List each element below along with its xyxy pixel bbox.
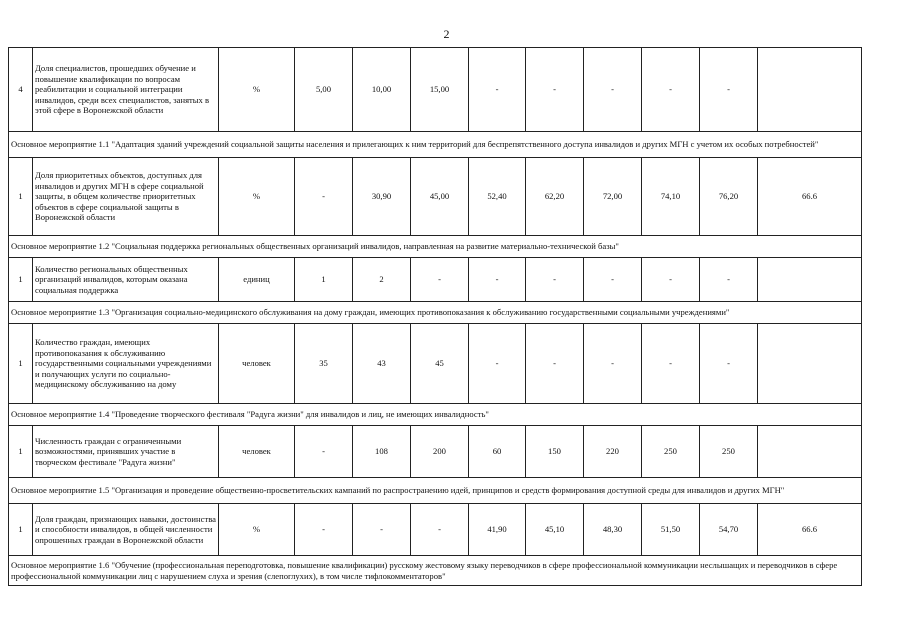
value-cell: 35: [295, 324, 353, 404]
table-row: [9, 426, 862, 478]
table-row: [9, 48, 862, 132]
value-cell: -: [642, 48, 700, 132]
indicator-name: Количество региональных общественных организаций инвалидов, которым оказана социальная поддержка: [33, 258, 219, 302]
row-number: 4: [9, 48, 33, 132]
value-cell: 48,30: [584, 504, 642, 556]
value-cell: 45,10: [526, 504, 584, 556]
indicator-name: Доля специалистов, прошедших обучение и повышение квалификации по вопросам реабилитации и социальной интеграции инвалидов, среди всех специалистов, занятых в этой сфере в Воронежской области: [33, 48, 219, 132]
value-cell: 250: [642, 426, 700, 478]
row-number: 1: [9, 158, 33, 236]
value-cell: -: [526, 324, 584, 404]
value-cell: [758, 426, 862, 478]
value-cell: -: [469, 324, 526, 404]
value-cell: 60: [469, 426, 526, 478]
value-cell: 45,00: [411, 158, 469, 236]
section-title: Основное мероприятие 1.2 "Социальная поддержка региональных общественных организаций инвалидов, направленная на развитие материально-технической базы": [9, 236, 862, 258]
section-row: [9, 404, 862, 426]
section-row: [9, 236, 862, 258]
table-row: [9, 158, 862, 236]
unit-cell: %: [219, 158, 295, 236]
row-number: 1: [9, 504, 33, 556]
unit-cell: единиц: [219, 258, 295, 302]
page-number: 2: [443, 27, 450, 41]
value-cell: 30,90: [353, 158, 411, 236]
value-cell: -: [411, 504, 469, 556]
value-cell: 10,00: [353, 48, 411, 132]
value-cell: 250: [700, 426, 758, 478]
value-cell: -: [469, 258, 526, 302]
value-cell: 66.6: [758, 504, 862, 556]
value-cell: 108: [353, 426, 411, 478]
section-row: [9, 132, 862, 158]
value-cell: -: [526, 258, 584, 302]
value-cell: 150: [526, 426, 584, 478]
value-cell: 72,00: [584, 158, 642, 236]
value-cell: -: [353, 504, 411, 556]
section-row: [9, 302, 862, 324]
value-cell: -: [584, 258, 642, 302]
value-cell: -: [295, 504, 353, 556]
value-cell: [758, 48, 862, 132]
value-cell: -: [642, 258, 700, 302]
table-row: [9, 258, 862, 302]
section-row: [9, 478, 862, 504]
table-row: [9, 504, 862, 556]
value-cell: 1: [295, 258, 353, 302]
value-cell: -: [700, 48, 758, 132]
value-cell: 52,40: [469, 158, 526, 236]
unit-cell: человек: [219, 324, 295, 404]
value-cell: 54,70: [700, 504, 758, 556]
value-cell: 62,20: [526, 158, 584, 236]
table-row: [9, 324, 862, 404]
value-cell: 45: [411, 324, 469, 404]
section-title: Основное мероприятие 1.3 "Организация социально-медицинского обслуживания на дому граждан, имеющих противопоказания к обслуживанию государственными социальными учреждениями": [9, 302, 862, 324]
section-title: Основное мероприятие 1.1 "Адаптация зданий учреждений социальной защиты населения и прилегающих к ним территорий для беспрепятственного доступа инвалидов и других МГН с учетом их особых потребностей": [9, 132, 862, 158]
unit-cell: %: [219, 48, 295, 132]
value-cell: -: [700, 324, 758, 404]
value-cell: 41,90: [469, 504, 526, 556]
value-cell: -: [526, 48, 584, 132]
value-cell: -: [411, 258, 469, 302]
value-cell: -: [469, 48, 526, 132]
value-cell: -: [642, 324, 700, 404]
value-cell: -: [584, 324, 642, 404]
row-number: 1: [9, 426, 33, 478]
row-number: 1: [9, 324, 33, 404]
value-cell: 43: [353, 324, 411, 404]
indicator-name: Численность граждан с ограниченными возможностями, принявших участие в творческом фестивале "Радуга жизни": [33, 426, 219, 478]
value-cell: [758, 324, 862, 404]
section-title: Основное мероприятие 1.5 "Организация и проведение общественно-просветительских кампаний по распространению идей, принципов и средств формирования доступной среды для инвалидов и других МГН": [9, 478, 862, 504]
value-cell: 15,00: [411, 48, 469, 132]
value-cell: 2: [353, 258, 411, 302]
indicator-name: Доля приоритетных объектов, доступных для инвалидов и других МГН в сфере социальной защиты, в общем количестве приоритетных объектов в сфере социальной защиты в Воронежской области: [33, 158, 219, 236]
section-title: Основное мероприятие 1.4 "Проведение творческого фестиваля "Радуга жизни" для инвалидов и лиц, не имеющих инвалидность": [9, 404, 862, 426]
value-cell: 200: [411, 426, 469, 478]
row-number: 1: [9, 258, 33, 302]
value-cell: 5,00: [295, 48, 353, 132]
value-cell: 51,50: [642, 504, 700, 556]
indicator-name: Количество граждан, имеющих противопоказания к обслуживанию государственными социальными учреждениями и получающих услуги по социально-медицинскому обслуживанию на дому: [33, 324, 219, 404]
unit-cell: человек: [219, 426, 295, 478]
value-cell: -: [295, 158, 353, 236]
section-row: [9, 556, 862, 586]
value-cell: -: [295, 426, 353, 478]
value-cell: 76,20: [700, 158, 758, 236]
section-title: Основное мероприятие 1.6 "Обучение (профессиональная переподготовка, повышение квалификации) русскому жестовому языку переводчиков в сфере профессиональной коммуникации неслышащих и переводчиков в сфере профессиональной коммуникации лиц с нарушением слуха и зрения (слепоглухих), в том числе тифлокомментаторов": [9, 556, 862, 586]
value-cell: -: [700, 258, 758, 302]
value-cell: [758, 258, 862, 302]
value-cell: 220: [584, 426, 642, 478]
value-cell: 66.6: [758, 158, 862, 236]
indicators-table: [8, 47, 862, 586]
indicator-name: Доля граждан, признающих навыки, достоинства и способности инвалидов, в общей численности опрошенных граждан в Воронежской области: [33, 504, 219, 556]
unit-cell: %: [219, 504, 295, 556]
value-cell: 74,10: [642, 158, 700, 236]
value-cell: -: [584, 48, 642, 132]
